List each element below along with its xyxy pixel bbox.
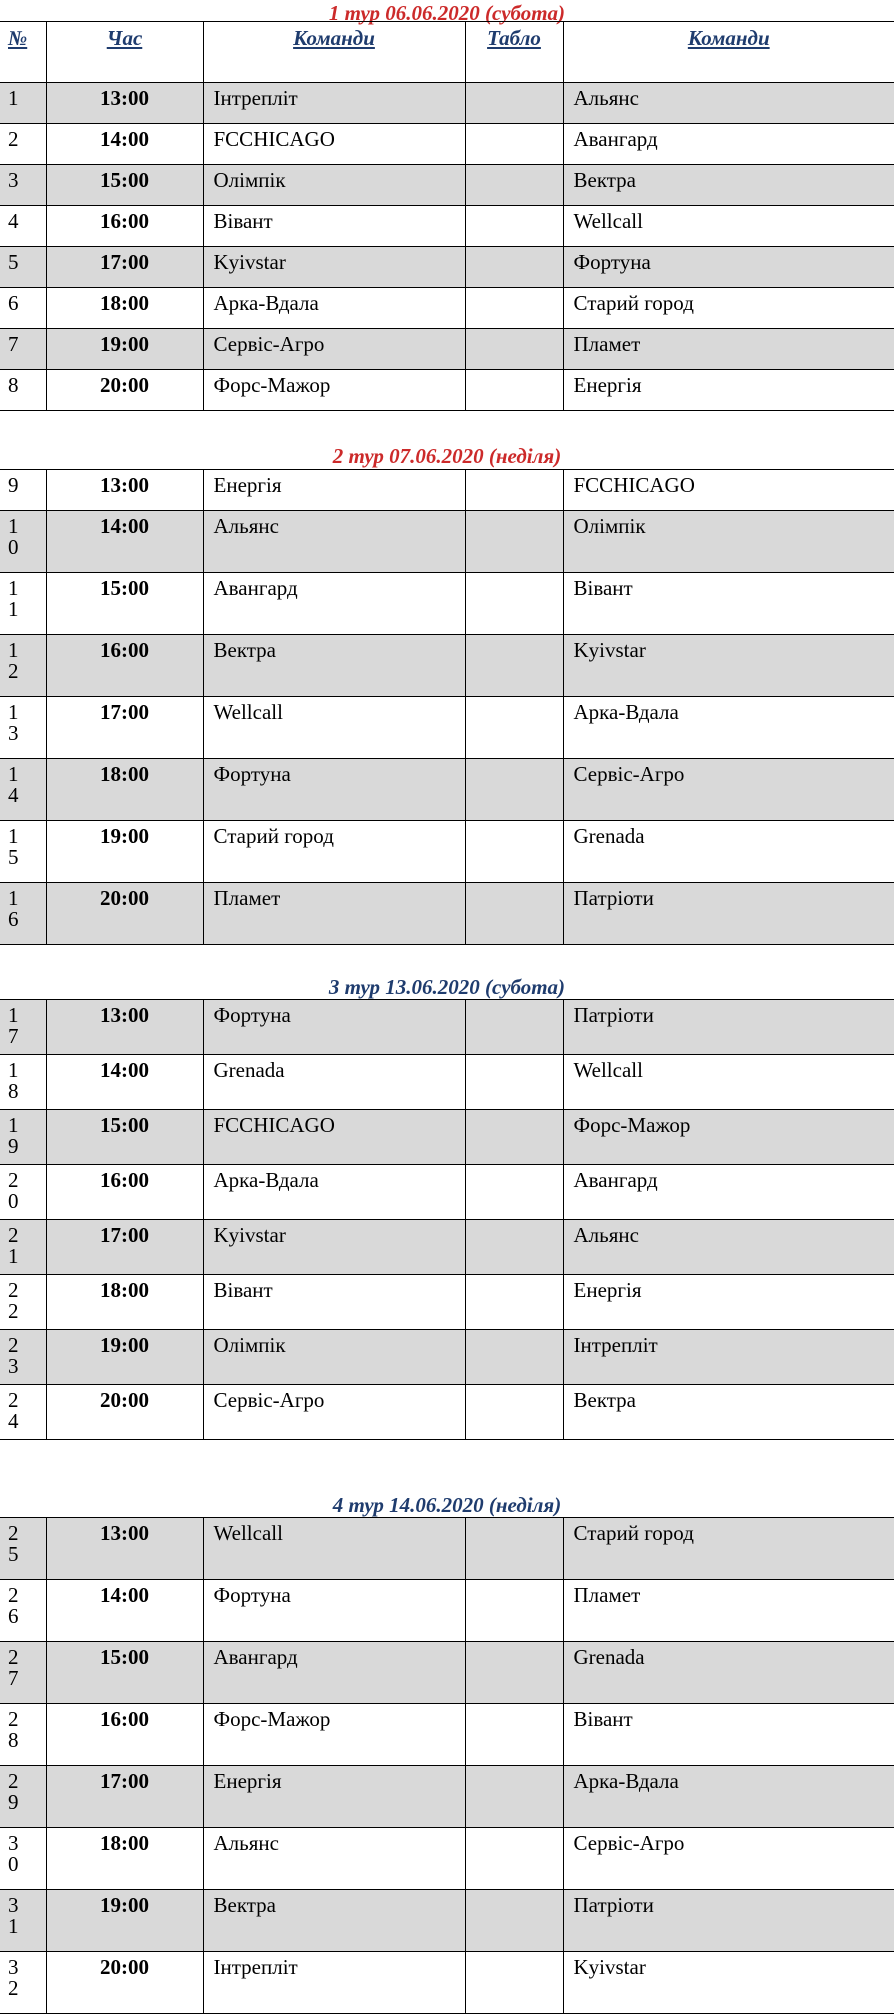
match-row (0, 470, 894, 511)
match-home-team: FCCHICAGO (203, 1110, 465, 1165)
match-time: 18:00 (46, 759, 203, 821)
match-row (0, 1518, 894, 1580)
match-home-team: Форс-Мажор (203, 370, 465, 411)
match-away-team: Сервіс-Агро (563, 1828, 894, 1890)
match-time: 14:00 (46, 124, 203, 165)
match-away-team: Альянс (563, 83, 894, 124)
match-time: 16:00 (46, 635, 203, 697)
match-number: 15 (0, 821, 46, 883)
match-number: 12 (0, 635, 46, 697)
match-row (0, 1275, 894, 1330)
match-away-team: Інтрепліт (563, 1330, 894, 1385)
match-time: 17:00 (46, 1766, 203, 1828)
match-home-team: Олімпік (203, 165, 465, 206)
match-score (465, 1518, 563, 1580)
match-time: 15:00 (46, 573, 203, 635)
match-time: 16:00 (46, 1165, 203, 1220)
match-score (465, 821, 563, 883)
match-row (0, 83, 894, 124)
match-time: 16:00 (46, 206, 203, 247)
match-score (465, 1952, 563, 2014)
match-time: 14:00 (46, 511, 203, 573)
match-score (465, 1890, 563, 1952)
match-time: 15:00 (46, 165, 203, 206)
match-number: 14 (0, 759, 46, 821)
match-score (465, 206, 563, 247)
match-score (465, 1642, 563, 1704)
match-number: 11 (0, 573, 46, 635)
match-score (465, 1220, 563, 1275)
match-home-team: Арка-Вдала (203, 1165, 465, 1220)
match-number: 17 (0, 1000, 46, 1055)
match-number: 22 (0, 1275, 46, 1330)
match-away-team: Старий город (563, 288, 894, 329)
match-home-team: Вівант (203, 206, 465, 247)
round-1-table (0, 21, 894, 411)
match-row (0, 1110, 894, 1165)
round-3-table (0, 999, 894, 1440)
match-score (465, 1275, 563, 1330)
match-row (0, 1385, 894, 1440)
match-time: 20:00 (46, 883, 203, 945)
match-row (0, 1220, 894, 1275)
match-away-team: Арка-Вдала (563, 1766, 894, 1828)
match-away-team: Kyivstar (563, 1952, 894, 2014)
match-row (0, 1828, 894, 1890)
match-away-team: Сервіс-Агро (563, 759, 894, 821)
match-home-team: Інтрепліт (203, 83, 465, 124)
match-away-team: Альянс (563, 1220, 894, 1275)
match-row (0, 1330, 894, 1385)
match-row (0, 511, 894, 573)
match-score (465, 288, 563, 329)
match-time: 18:00 (46, 1828, 203, 1890)
match-score (465, 511, 563, 573)
match-score (465, 165, 563, 206)
match-away-team: Вектра (563, 165, 894, 206)
match-away-team: Енергія (563, 1275, 894, 1330)
match-score (465, 247, 563, 288)
match-home-team: Grenada (203, 1055, 465, 1110)
header-number: № (0, 22, 46, 83)
match-time: 17:00 (46, 247, 203, 288)
match-score (465, 1000, 563, 1055)
match-away-team: Grenada (563, 821, 894, 883)
round-1-title: 1 тур 06.06.2020 (субота) (328, 1, 566, 25)
match-number: 3 (0, 165, 46, 206)
match-time: 17:00 (46, 697, 203, 759)
match-score (465, 1330, 563, 1385)
match-home-team: Вектра (203, 635, 465, 697)
match-number: 7 (0, 329, 46, 370)
match-number: 10 (0, 511, 46, 573)
match-home-team: Альянс (203, 1828, 465, 1890)
match-time: 20:00 (46, 370, 203, 411)
match-away-team: Вівант (563, 1704, 894, 1766)
match-score (465, 1055, 563, 1110)
match-row (0, 1642, 894, 1704)
match-score (465, 470, 563, 511)
match-time: 20:00 (46, 1952, 203, 2014)
header-row (0, 22, 894, 83)
match-home-team: Авангард (203, 573, 465, 635)
match-home-team: Фортуна (203, 759, 465, 821)
round-2-title: 2 тур 07.06.2020 (неділя) (332, 444, 562, 468)
match-score (465, 1704, 563, 1766)
match-home-team: Арка-Вдала (203, 288, 465, 329)
match-away-team: Вектра (563, 1385, 894, 1440)
match-away-team: Олімпік (563, 511, 894, 573)
match-home-team: Сервіс-Агро (203, 329, 465, 370)
match-number: 23 (0, 1330, 46, 1385)
match-home-team: Олімпік (203, 1330, 465, 1385)
match-away-team: Wellcall (563, 1055, 894, 1110)
match-time: 19:00 (46, 1330, 203, 1385)
match-time: 15:00 (46, 1110, 203, 1165)
match-number: 25 (0, 1518, 46, 1580)
match-row (0, 1704, 894, 1766)
match-row (0, 329, 894, 370)
match-away-team: Авангард (563, 124, 894, 165)
header-score: Табло (465, 22, 563, 83)
match-score (465, 759, 563, 821)
match-time: 18:00 (46, 288, 203, 329)
match-time: 14:00 (46, 1055, 203, 1110)
match-score (465, 1580, 563, 1642)
match-score (465, 1110, 563, 1165)
match-away-team: Авангард (563, 1165, 894, 1220)
match-score (465, 573, 563, 635)
match-away-team: Grenada (563, 1642, 894, 1704)
match-number: 30 (0, 1828, 46, 1890)
match-away-team: Арка-Вдала (563, 697, 894, 759)
match-score (465, 1766, 563, 1828)
match-home-team: Вектра (203, 1890, 465, 1952)
match-number: 6 (0, 288, 46, 329)
match-home-team: Kyivstar (203, 1220, 465, 1275)
match-home-team: Форс-Мажор (203, 1704, 465, 1766)
match-away-team: Патріоти (563, 1000, 894, 1055)
match-time: 16:00 (46, 1704, 203, 1766)
match-time: 13:00 (46, 1518, 203, 1580)
match-number: 16 (0, 883, 46, 945)
match-away-team: Вівант (563, 573, 894, 635)
match-home-team: Інтрепліт (203, 1952, 465, 2014)
match-number: 2 (0, 124, 46, 165)
match-number: 9 (0, 470, 46, 511)
header-time: Час (46, 22, 203, 83)
match-score (465, 370, 563, 411)
match-number: 28 (0, 1704, 46, 1766)
match-away-team: Фортуна (563, 247, 894, 288)
match-away-team: Патріоти (563, 883, 894, 945)
match-row (0, 288, 894, 329)
match-row (0, 883, 894, 945)
match-row (0, 573, 894, 635)
match-number: 29 (0, 1766, 46, 1828)
match-number: 19 (0, 1110, 46, 1165)
match-score (465, 883, 563, 945)
match-number: 5 (0, 247, 46, 288)
match-number: 13 (0, 697, 46, 759)
match-away-team: Форс-Мажор (563, 1110, 894, 1165)
match-home-team: Альянс (203, 511, 465, 573)
header-teams-away: Команди (563, 22, 894, 83)
match-score (465, 1385, 563, 1440)
round-4-title: 4 тур 14.06.2020 (неділя) (332, 1493, 562, 1517)
match-away-team: Енергія (563, 370, 894, 411)
match-time: 19:00 (46, 329, 203, 370)
round-2-table (0, 469, 894, 945)
match-number: 8 (0, 370, 46, 411)
match-away-team: Пламет (563, 329, 894, 370)
match-number: 20 (0, 1165, 46, 1220)
match-time: 17:00 (46, 1220, 203, 1275)
match-time: 19:00 (46, 1890, 203, 1952)
match-score (465, 635, 563, 697)
round-3-title: 3 тур 13.06.2020 (субота) (328, 975, 566, 999)
match-away-team: Старий город (563, 1518, 894, 1580)
match-away-team: Пламет (563, 1580, 894, 1642)
match-time: 18:00 (46, 1275, 203, 1330)
match-time: 20:00 (46, 1385, 203, 1440)
match-row (0, 1165, 894, 1220)
match-home-team: Енергія (203, 470, 465, 511)
match-time: 13:00 (46, 83, 203, 124)
match-row (0, 1580, 894, 1642)
match-score (465, 1828, 563, 1890)
match-number: 4 (0, 206, 46, 247)
match-number: 27 (0, 1642, 46, 1704)
match-home-team: Kyivstar (203, 247, 465, 288)
match-row (0, 1000, 894, 1055)
match-home-team: Фортуна (203, 1000, 465, 1055)
match-home-team: Сервіс-Агро (203, 1385, 465, 1440)
match-time: 13:00 (46, 470, 203, 511)
match-number: 21 (0, 1220, 46, 1275)
match-home-team: Енергія (203, 1766, 465, 1828)
match-home-team: Старий город (203, 821, 465, 883)
match-away-team: Патріоти (563, 1890, 894, 1952)
match-row (0, 206, 894, 247)
match-time: 14:00 (46, 1580, 203, 1642)
match-row (0, 370, 894, 411)
match-home-team: FCCHICAGO (203, 124, 465, 165)
match-number: 18 (0, 1055, 46, 1110)
match-home-team: Авангард (203, 1642, 465, 1704)
match-row (0, 821, 894, 883)
match-score (465, 83, 563, 124)
match-home-team: Wellcall (203, 697, 465, 759)
match-time: 19:00 (46, 821, 203, 883)
match-row (0, 165, 894, 206)
match-time: 13:00 (46, 1000, 203, 1055)
match-number: 1 (0, 83, 46, 124)
match-row (0, 1055, 894, 1110)
match-home-team: Пламет (203, 883, 465, 945)
match-home-team: Wellcall (203, 1518, 465, 1580)
match-away-team: Wellcall (563, 206, 894, 247)
match-home-team: Фортуна (203, 1580, 465, 1642)
match-away-team: FCCHICAGO (563, 470, 894, 511)
match-score (465, 329, 563, 370)
match-row (0, 1890, 894, 1952)
match-row (0, 759, 894, 821)
match-row (0, 1952, 894, 2014)
round-4-table (0, 1517, 894, 2014)
match-number: 26 (0, 1580, 46, 1642)
match-row (0, 635, 894, 697)
match-number: 24 (0, 1385, 46, 1440)
match-row (0, 247, 894, 288)
match-number: 32 (0, 1952, 46, 2014)
match-time: 15:00 (46, 1642, 203, 1704)
match-home-team: Вівант (203, 1275, 465, 1330)
header-teams-home: Команди (203, 22, 465, 83)
match-row (0, 697, 894, 759)
match-away-team: Kyivstar (563, 635, 894, 697)
match-number: 31 (0, 1890, 46, 1952)
match-score (465, 124, 563, 165)
match-score (465, 697, 563, 759)
match-score (465, 1165, 563, 1220)
match-row (0, 1766, 894, 1828)
match-row (0, 124, 894, 165)
